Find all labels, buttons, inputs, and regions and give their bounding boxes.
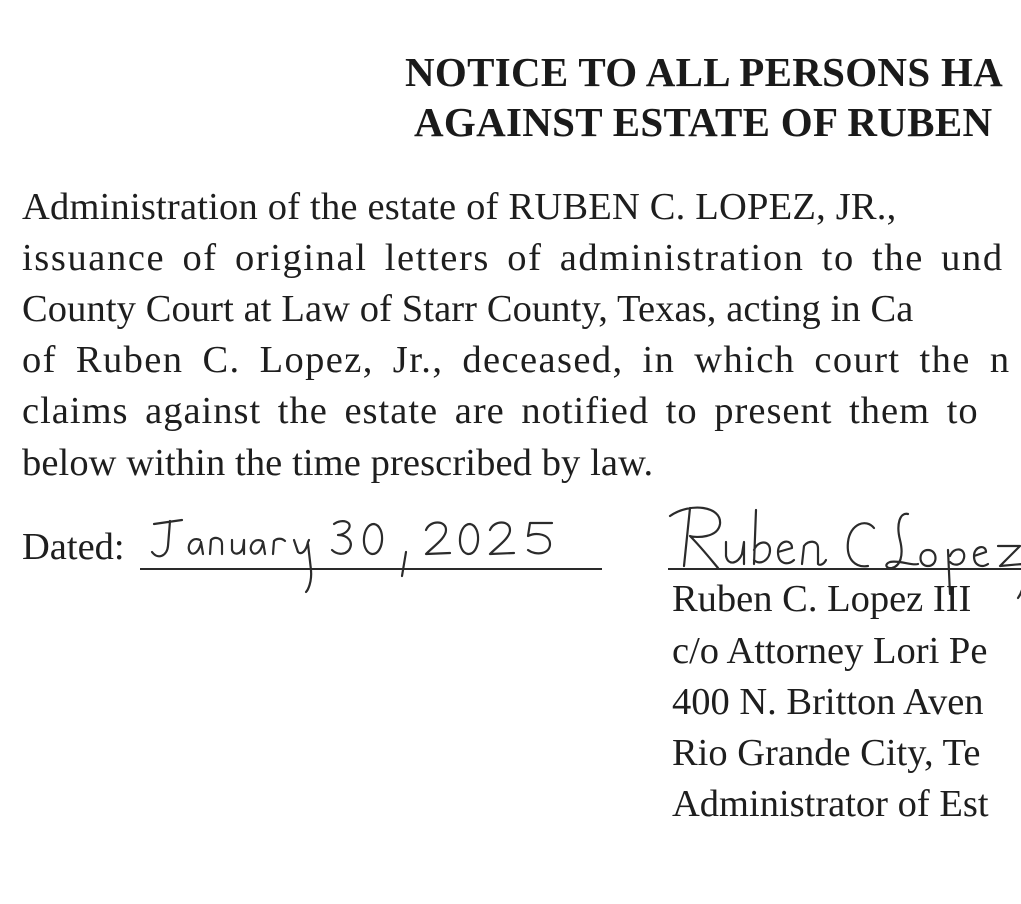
- body-text-line: Administration of the estate of RUBEN C. LOPEZ, JR.,: [22, 186, 897, 228]
- body-text-line: claims against the estate are notified to present them to: [22, 390, 979, 432]
- body-text-line: below within the time prescribed by law.: [22, 442, 654, 484]
- signer-name: Ruben C. Lopez III: [672, 578, 972, 620]
- body-text-line: County Court at Law of Starr County, Texas, acting in Ca: [22, 288, 914, 330]
- signer-street-address: 400 N. Britton Aven: [672, 681, 984, 723]
- signer-attorney-line: c/o Attorney Lori Pe: [672, 630, 988, 672]
- signer-role: Administrator of Est: [672, 783, 989, 825]
- signer-city-line: Rio Grande City, Te: [672, 732, 981, 774]
- handwritten-date: [148, 512, 568, 602]
- notice-title-line-1: NOTICE TO ALL PERSONS HA: [405, 49, 1004, 95]
- body-text-line: of Ruben C. Lopez, Jr., deceased, in which court the n: [22, 339, 1011, 381]
- body-text-line: issuance of original letters of administration to the und: [22, 237, 1004, 279]
- dated-label: Dated:: [22, 526, 125, 568]
- notice-title-line-2: AGAINST ESTATE OF RUBEN: [414, 99, 993, 145]
